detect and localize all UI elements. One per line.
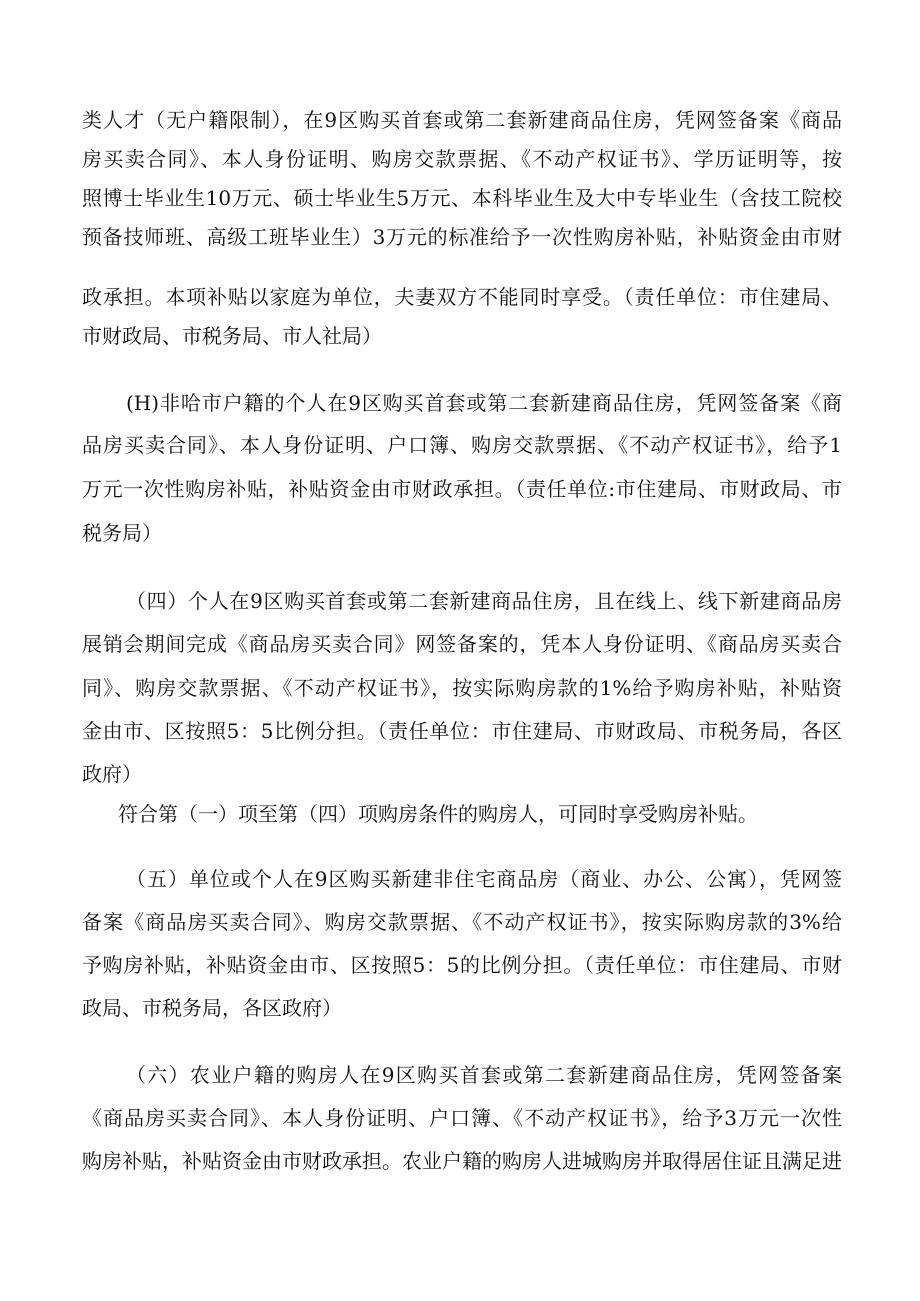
- paragraph-2-line-4: 税务局）: [82, 521, 162, 545]
- paragraph-2-line-3: 万元一次性购房补贴，补贴资金由市财政承担。（责任单位:市住建局、市财政局、市: [82, 477, 842, 501]
- paragraph-3-line-1: （四）个人在9区购买首套或第二套新建商品住房，且在线上、线下新建商品房: [126, 589, 842, 613]
- paragraph-1-line-2: 房买卖合同》、本人身份证明、购房交款票据、《不动产权证书》、学历证明等，按: [82, 147, 842, 171]
- paragraph-1-line-6: 市财政局、市税务局、市人社局）: [82, 324, 382, 348]
- paragraph-5-line-4: 政局、市税务局，各区政府）: [82, 996, 342, 1020]
- paragraph-3-line-4: 金由市、区按照5：5比例分担。（责任单位：市住建局、市财政局、市税务局，各区: [82, 719, 842, 743]
- paragraph-3-line-5: 政府）: [82, 762, 142, 786]
- paragraph-1-line-1: 类人才（无户籍限制），在9区购买首套或第二套新建商品住房，凭网签备案《商品: [82, 108, 842, 132]
- paragraph-4-line-1: 符合第（一）项至第（四）项购房条件的购房人，可同时享受购房补贴。: [118, 802, 758, 826]
- paragraph-6-line-1: （六）农业户籍的购房人在9区购买首套或第二套新建商品住房，凭网签备案: [126, 1063, 842, 1087]
- paragraph-3-line-3: 同》、购房交款票据、《不动产权证书》，按实际购房款的1%给予购房补贴，补贴资: [82, 676, 842, 700]
- paragraph-6-line-2: 《商品房买卖合同》、本人身份证明、户口簿、《不动产权证书》，给予3万元一次性: [82, 1106, 842, 1130]
- paragraph-5-line-3: 予购房补贴，补贴资金由市、区按照5：5的比例分担。（责任单位：市住建局、市财: [82, 953, 842, 977]
- paragraph-5-line-2: 备案《商品房买卖合同》、购房交款票据、《不动产权证书》，按实际购房款的3%给: [82, 910, 842, 934]
- paragraph-1-line-4: 预备技师班、高级工班毕业生）3万元的标准给予一次性购房补贴，补贴资金由市财: [82, 225, 842, 249]
- paragraph-6-line-3: 购房补贴，补贴资金由市财政承担。农业户籍的购房人进城购房并取得居住证且满足进: [82, 1149, 842, 1173]
- paragraph-2-line-1: (H)非哈市户籍的个人在9区购买首套或第二套新建商品住房，凭网签备案《商: [126, 391, 842, 415]
- paragraph-1-line-5: 政承担。本项补贴以家庭为单位，夫妻双方不能同时享受。（责任单位：市住建局、: [82, 285, 842, 309]
- paragraph-1-line-3: 照博士毕业生10万元、硕士毕业生5万元、本科毕业生及大中专毕业生（含技工院校: [82, 186, 842, 210]
- paragraph-5-line-1: （五）单位或个人在9区购买新建非住宅商品房（商业、办公、公寓），凭网签: [126, 867, 842, 891]
- paragraph-2-line-2: 品房买卖合同》、本人身份证明、户口簿、购房交款票据、《不动产权证书》，给予1: [82, 433, 842, 457]
- paragraph-3-line-2: 展销会期间完成《商品房买卖合同》网签备案的，凭本人身份证明、《商品房买卖合: [82, 632, 842, 656]
